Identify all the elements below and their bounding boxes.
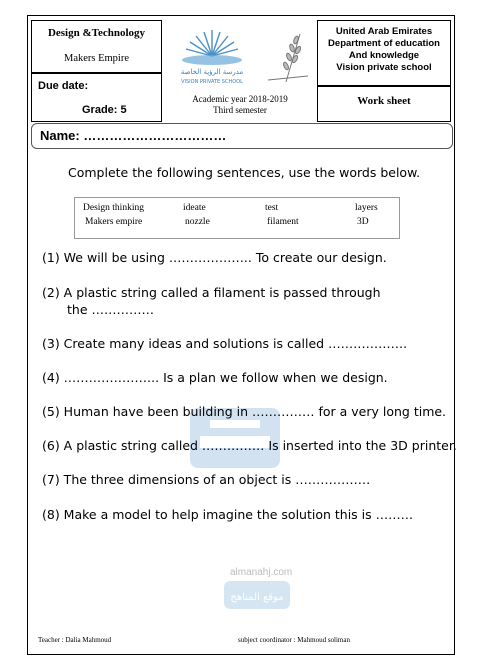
school-line: United Arab Emirates [335, 26, 433, 37]
word-bank-item: layers [355, 203, 378, 213]
coordinator-name: subject coordinator : Mahmoud soliman [238, 636, 350, 644]
word-bank-item: nozzle [185, 217, 210, 227]
school-line: Department of education [328, 38, 440, 49]
academic-year: Academic year 2018-2019 [192, 94, 288, 104]
question-3: (3) Create many ideas and solutions is called ………………. [42, 336, 408, 351]
school-logo [168, 26, 314, 88]
school-line: Vision private school [336, 62, 432, 73]
question-6: (6) A plastic string called …………… Is inserted into the 3D printer. [42, 438, 457, 453]
school-logo-icon [168, 26, 314, 88]
unit-title: Makers Empire [63, 53, 130, 64]
question-5: (5) Human have been building in …………… for a very long time. [42, 404, 447, 419]
question-2-continued: the …………… [67, 302, 154, 317]
word-bank-item: 3D [357, 217, 369, 227]
school-line: And knowledge [348, 50, 420, 61]
semester: Third semester [213, 105, 267, 115]
worksheet-box [317, 86, 451, 122]
academic-year-block [170, 94, 310, 116]
due-date-label: Due date: [38, 80, 89, 92]
question-4: (4) ………………….. Is a plan we follow when we design. [42, 370, 388, 385]
watermark-arabic-text: موقع المناهج [230, 592, 284, 603]
grade-label: Grade: 5 [82, 104, 127, 116]
name-field[interactable] [31, 123, 453, 149]
question-1: (1) We will be using ……………….. To create our design. [42, 250, 387, 265]
word-bank-item: Makers empire [85, 217, 143, 227]
teacher-name: Teacher : Dalia Mahmoud [38, 636, 112, 644]
question-8: (8) Make a model to help imagine the solution this is ……… [42, 507, 414, 522]
word-bank-item: filament [267, 217, 299, 227]
question-7: (7) The three dimensions of an object is ……………… [42, 472, 371, 487]
watermark-url: almanahj.com [230, 567, 293, 578]
watermark-bottom-logo-icon [222, 579, 292, 611]
school-info [318, 26, 450, 74]
subject-title: Design &Technology [47, 27, 146, 39]
due-grade-box [31, 73, 162, 122]
worksheet-label: Work sheet [357, 95, 411, 107]
name-label: Name: …………………………… [40, 128, 227, 143]
subject-box [31, 20, 162, 73]
word-bank-item: test [265, 203, 279, 213]
word-bank-item: Design thinking [83, 203, 144, 213]
school-info-box [317, 20, 451, 86]
logo-english-text: VISION PRIVATE SCHOOL [181, 79, 243, 85]
word-bank [74, 197, 400, 239]
word-bank-item: ideate [183, 203, 206, 213]
question-2: (2) A plastic string called a filament is passed through [42, 285, 381, 300]
instruction: Complete the following sentences, use the words below. [68, 165, 421, 180]
logo-arabic-text: مدرسة الرؤية الخاصة [180, 68, 244, 76]
